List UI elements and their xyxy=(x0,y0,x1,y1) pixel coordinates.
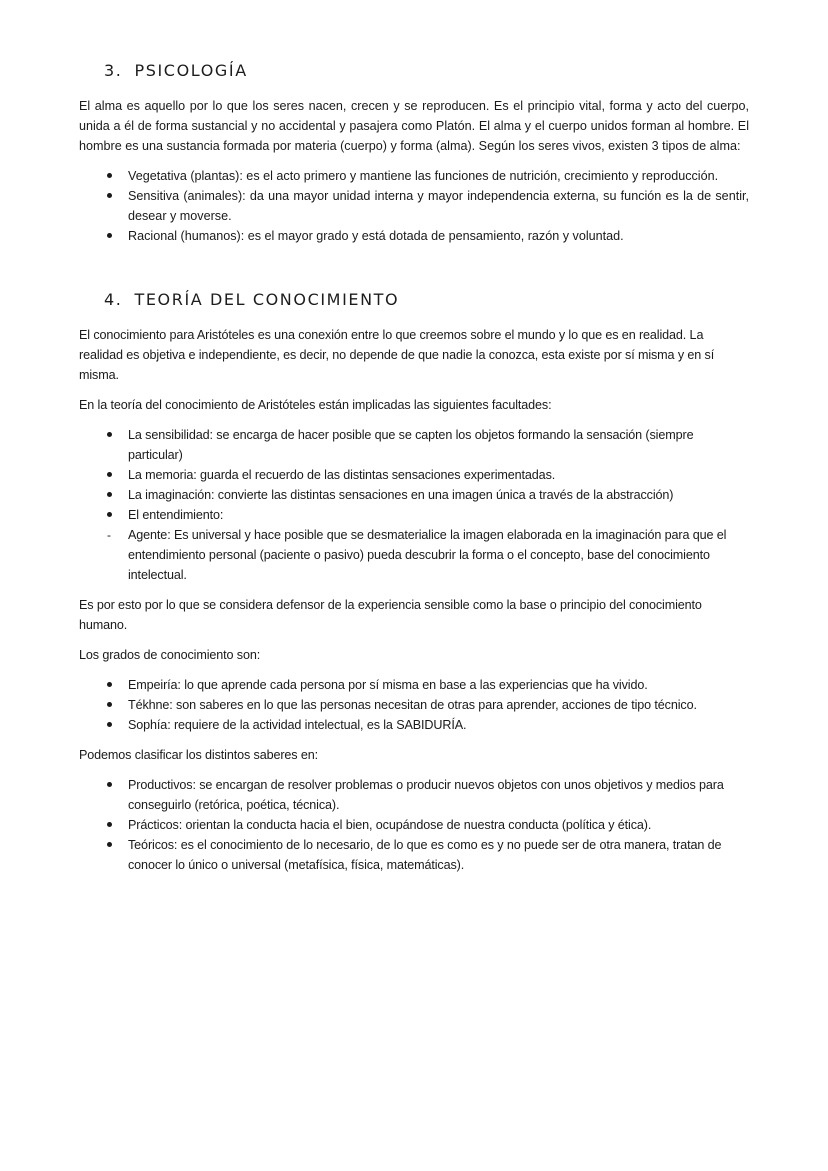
list-item xyxy=(79,166,749,186)
bullet-icon xyxy=(103,425,115,445)
bullet-list xyxy=(79,425,749,585)
list-item xyxy=(79,465,749,485)
bullet-icon xyxy=(103,186,115,206)
section-heading-teoria-del-conocimiento xyxy=(104,290,749,309)
list-item xyxy=(79,425,749,465)
section-heading-psicologia xyxy=(104,61,749,80)
list-item xyxy=(79,505,749,525)
list-item-text: Productivos: se encargan de resolver problemas o producir nuevos objetos con unos objetivos y medios para conseguirlo (retórica, poética, técnica). xyxy=(128,778,724,812)
list-item-text: Sophía: requiere de la actividad intelectual, es la SABIDURÍA. xyxy=(128,718,467,732)
list-item xyxy=(79,186,749,226)
bullet-list xyxy=(79,775,749,875)
list-item-text: Sensitiva (animales): da una mayor unidad interna y mayor independencia externa, su función es la de sentir, desear y moverse. xyxy=(128,189,749,223)
paragraph: El conocimiento para Aristóteles es una conexión entre lo que creemos sobre el mundo y lo que es en realidad. La realidad es objetiva e independiente, es decir, no depende de que nadie la conozca, esta existe por sí misma y en sí misma. xyxy=(79,328,715,382)
list-item-text: Vegetativa (plantas): es el acto primero y mantiene las funciones de nutrición, crecimiento y reproducción. xyxy=(128,169,719,183)
bullet-list xyxy=(79,675,749,735)
document-page xyxy=(79,58,749,875)
bullet-icon xyxy=(103,166,115,186)
section-title: TEORÍA DEL CONOCIMIENTO xyxy=(134,290,400,309)
list-item xyxy=(79,525,749,585)
list-item xyxy=(79,775,749,815)
bullet-icon xyxy=(103,226,115,246)
paragraph: En la teoría del conocimiento de Aristóteles están implicadas las siguientes facultades: xyxy=(79,398,552,412)
bullet-icon xyxy=(103,485,115,505)
bullet-icon xyxy=(103,675,115,695)
paragraph: Podemos clasificar los distintos saberes en: xyxy=(79,748,319,762)
list-item-text: El entendimiento: xyxy=(128,508,224,522)
section-number: 3. xyxy=(104,61,123,80)
list-item xyxy=(79,715,749,735)
section-number: 4. xyxy=(104,290,123,309)
list-item xyxy=(79,675,749,695)
bullet-icon xyxy=(103,835,115,855)
paragraph: Los grados de conocimiento son: xyxy=(79,648,261,662)
section-title: PSICOLOGÍA xyxy=(134,61,248,80)
bullet-icon xyxy=(103,465,115,485)
bullet-icon xyxy=(103,505,115,525)
bullet-icon xyxy=(103,715,115,735)
list-item xyxy=(79,226,749,246)
list-item-text: Teóricos: es el conocimiento de lo necesario, de lo que es como es y no puede ser de otra manera, tratan de conocer lo único o universal (metafísica, física, matemáticas). xyxy=(128,838,722,872)
paragraph: El alma es aquello por lo que los seres nacen, crecen y se reproducen. Es el principio vital, forma y acto del cuerpo, unida a él de forma sustancial y no accidental y pasajera como Platón. El alma y el cuerpo unidos forman al hombre. El hombre es una sustancia formada por materia (cuerpo) y forma (alma). Según los seres vivos, existen 3 tipos de alma: xyxy=(79,99,749,153)
list-item-text: La imaginación: convierte las distintas sensaciones en una imagen única a través de la abstracción) xyxy=(128,488,674,502)
list-item xyxy=(79,835,749,875)
list-item xyxy=(79,695,749,715)
bullet-icon xyxy=(103,815,115,835)
list-item-text: La memoria: guarda el recuerdo de las distintas sensaciones experimentadas. xyxy=(128,468,556,482)
list-item-text: Prácticos: orientan la conducta hacia el bien, ocupándose de nuestra conducta (política y ética). xyxy=(128,818,652,832)
dash-icon: - xyxy=(107,528,111,542)
list-item-text: La sensibilidad: se encarga de hacer posible que se capten los objetos formando la sensación (siempre particular) xyxy=(128,428,694,462)
list-item-text: Racional (humanos): es el mayor grado y está dotada de pensamiento, razón y voluntad. xyxy=(128,229,624,243)
bullet-icon xyxy=(103,775,115,795)
paragraph: Es por esto por lo que se considera defensor de la experiencia sensible como la base o principio del conocimiento humano. xyxy=(79,598,702,632)
bullet-icon xyxy=(103,695,115,715)
list-item-text: Empeiría: lo que aprende cada persona por sí misma en base a las experiencias que ha vivido. xyxy=(128,678,648,692)
list-item-text: Tékhne: son saberes en lo que las personas necesitan de otras para aprender, acciones de tipo técnico. xyxy=(128,698,697,712)
bullet-list xyxy=(79,166,749,246)
list-item xyxy=(79,485,749,505)
list-item-text: Agente: Es universal y hace posible que se desmaterialice la imagen elaborada en la imaginación para que el entendimiento personal (paciente o pasivo) pueda descubrir la forma o el concepto, base del conocimiento intelectual. xyxy=(128,528,727,582)
list-item xyxy=(79,815,749,835)
